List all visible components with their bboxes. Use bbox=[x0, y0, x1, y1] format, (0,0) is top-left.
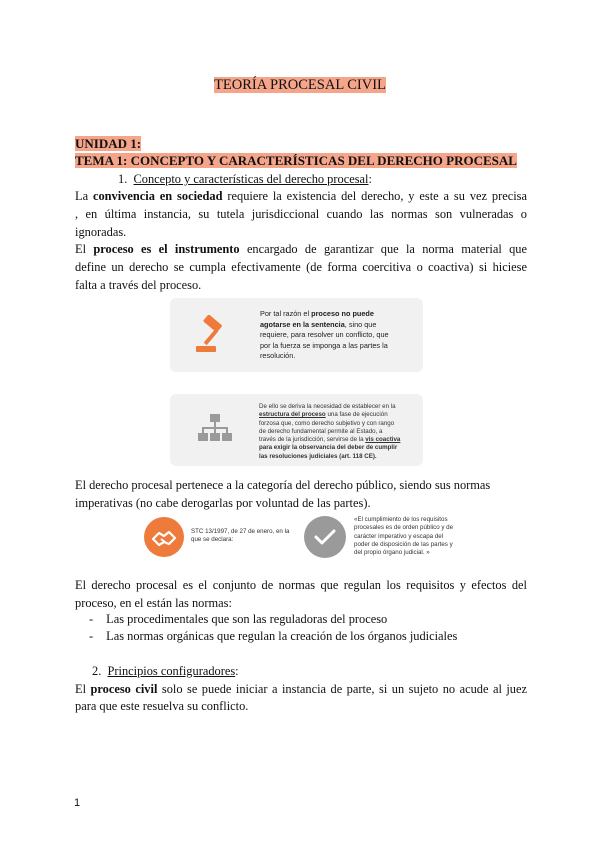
list-item bbox=[89, 627, 509, 645]
topic-label: TEMA 1: CONCEPTO Y CARACTERÍSTICAS DEL DERECHO PROCESAL bbox=[75, 153, 517, 168]
badge-2-line-3: carácter imperativo y escapa del bbox=[354, 532, 444, 540]
list-item bbox=[89, 610, 509, 628]
p1-text-c: requiere la existencia del derecho, y este a su vez precisa bbox=[222, 189, 527, 203]
p2-text-c: encargado de garantizar que la norma material que bbox=[239, 242, 527, 256]
p1-text-a: La bbox=[75, 189, 93, 203]
document-title bbox=[0, 77, 600, 94]
card-1-text bbox=[260, 309, 420, 362]
unit-label: UNIDAD 1: bbox=[75, 136, 142, 151]
p5-bold: proceso civil bbox=[90, 682, 158, 696]
paragraph-4-line-1: El derecho procesal es el conjunto de normas que regulan los requisitos y efectos del bbox=[75, 578, 527, 592]
badge-2-line-1: «El cumplimiento de los requisitos bbox=[354, 516, 448, 523]
section-2-colon: : bbox=[235, 664, 239, 678]
section-1-number: 1. bbox=[118, 172, 128, 186]
unit-heading-block bbox=[75, 136, 517, 168]
section-1-colon: : bbox=[368, 172, 372, 186]
p5-text-c: solo se puede iniciar a instancia de parte, si un sujeto no acude al juez bbox=[157, 682, 528, 696]
gavel-icon bbox=[192, 315, 232, 355]
card-1-line-2c: , sino que bbox=[344, 319, 377, 329]
card-2-line-6: para exigir la observancia del deber de cumplir bbox=[259, 444, 398, 452]
paragraph-1-line-1 bbox=[75, 187, 527, 205]
card-1-line-2b: agotarse en la sentencia bbox=[260, 319, 345, 329]
p2-text-a: El bbox=[75, 242, 94, 256]
card-2-line-5b: vis coactiva bbox=[365, 436, 401, 444]
section-2-number: 2. bbox=[92, 664, 102, 678]
paragraph-1-line-3: ignoradas. bbox=[75, 225, 127, 239]
card-1-line-4: por la fuerza se imponga a las partes la bbox=[260, 340, 388, 350]
badge-1-line-1: STC 13/1997, de 27 de enero, en la bbox=[191, 528, 290, 535]
paragraph-1-line-2: , en última instancia, su tutela jurisdiccional cuando las normas son vulneradas o bbox=[75, 207, 527, 221]
card-1-line-3: requiere, para resolver un conflicto, que bbox=[260, 330, 389, 340]
paragraph-2-line-1 bbox=[75, 240, 527, 258]
check-icon bbox=[304, 516, 346, 558]
paragraph-2-line-3: falta a través del proceso. bbox=[75, 278, 202, 292]
list-item-text: Las procedimentales que son las reguladoras del proceso bbox=[106, 612, 388, 626]
card-2-line-1: De ello se deriva la necesidad de establecer en la bbox=[259, 403, 396, 410]
paragraph-3-line-1: El derecho procesal pertenece a la categoría del derecho público, siendo sus normas bbox=[75, 478, 491, 492]
badge-2-line-4: poder de disposición de las partes y bbox=[354, 540, 453, 548]
card-2-line-5a: través de la jurisdicción, servirse de la bbox=[259, 436, 366, 444]
p1-bold: convivencia en sociedad bbox=[92, 189, 223, 203]
paragraph-4-line-2: proceso, en el están las normas: bbox=[75, 596, 232, 610]
card-2-line-7: las resoluciones judiciales (art. 118 CE). bbox=[259, 452, 377, 460]
card-2-text bbox=[259, 403, 421, 461]
card-2-line-2c: una fase de ejecución bbox=[325, 411, 388, 419]
badge-1-text bbox=[191, 528, 291, 545]
card-2-line-4: de derecho fundamental permite al Estado, a bbox=[259, 427, 383, 435]
section-2-title: Principios configuradores bbox=[107, 664, 236, 678]
info-card-2 bbox=[170, 394, 423, 466]
list-item-text: Las normas orgánicas que regulan la creación de los órganos judiciales bbox=[106, 629, 458, 643]
badge-1-line-2: que se declara: bbox=[191, 536, 234, 544]
paragraph-3-line-2: imperativas (no cabe derogarlas por voluntad de las partes). bbox=[75, 496, 371, 510]
hierarchy-icon bbox=[196, 412, 234, 448]
p5-text-a: El bbox=[75, 682, 91, 696]
badge-2-text bbox=[354, 516, 464, 557]
card-2-line-3: forzosa que, como derecho subjetivo y con rango bbox=[259, 419, 395, 427]
list-dash: - bbox=[89, 629, 94, 643]
card-2-line-2b: estructura del proceso bbox=[259, 411, 326, 419]
document-title-text: TEORÍA PROCESAL CIVIL bbox=[214, 77, 386, 93]
info-card-1 bbox=[170, 298, 423, 372]
card-1-line-1a: Por tal razón el bbox=[260, 309, 312, 318]
badge-2-line-5: del propio órgano judicial. » bbox=[354, 549, 430, 557]
paragraph-5-line-1 bbox=[75, 680, 527, 698]
paragraph-2-line-2: define un derecho se cumpla efectivamente (de forma coercitiva o coactiva) si hiciese bbox=[75, 260, 527, 274]
handshake-icon bbox=[144, 517, 184, 557]
page-number: 1 bbox=[74, 797, 81, 809]
card-1-line-5: resolución. bbox=[260, 351, 296, 361]
paragraph-5-line-2: para que este resuelva su conflicto. bbox=[75, 699, 249, 713]
p2-bold: proceso es el instrumento bbox=[93, 242, 240, 256]
card-1-line-1b: proceso no puede bbox=[311, 309, 374, 318]
section-1-title: Concepto y características del derecho procesal bbox=[133, 172, 369, 186]
section-2-heading bbox=[92, 662, 492, 680]
badge-2-line-2: procesales es de orden público y de bbox=[354, 524, 454, 532]
list-dash: - bbox=[89, 612, 94, 626]
section-1-heading bbox=[118, 170, 518, 188]
